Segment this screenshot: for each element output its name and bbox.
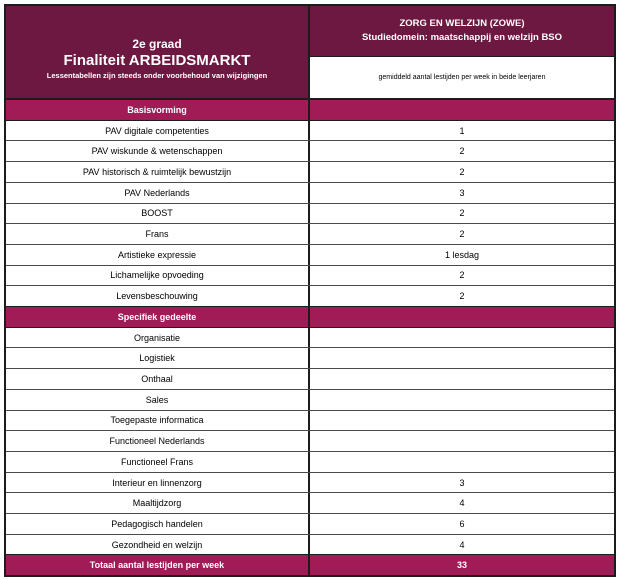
subject-label: Sales (6, 390, 310, 410)
subject-label: Toegepaste informatica (6, 411, 310, 431)
table-row (6, 389, 614, 410)
disclaimer-note: Lessentabellen zijn steeds onder voorbehoud van wijzigingen (46, 71, 268, 81)
table-row (6, 161, 614, 182)
subject-hours (310, 328, 614, 348)
section-value (310, 100, 614, 120)
subject-hours (310, 452, 614, 472)
lesson-table-sheet (4, 4, 616, 577)
subject-hours: 2 (459, 229, 465, 240)
subject-label: PAV Nederlands (6, 183, 310, 203)
lesson-table (4, 4, 616, 577)
domain-header (310, 6, 614, 56)
table-body (6, 100, 614, 575)
program-header (6, 6, 310, 98)
subject-hours: 4 (459, 539, 465, 550)
subject-label: Functioneel Frans (6, 452, 310, 472)
subject-label: Gezondheid en welzijn (6, 535, 310, 555)
table-row (6, 327, 614, 348)
table-row (6, 244, 614, 265)
table-row (6, 223, 614, 244)
subject-hours: 2 (459, 208, 465, 219)
subject-hours: 2 (459, 146, 465, 157)
table-row (6, 347, 614, 368)
table-row (6, 513, 614, 534)
subject-label: Organisatie (6, 328, 310, 348)
table-row (6, 430, 614, 451)
section-label: Basisvorming (6, 100, 310, 120)
domain-title: ZORG EN WELZIJN (ZOWE) (399, 18, 525, 30)
subject-label: PAV historisch & ruimtelijk bewustzijn (6, 162, 310, 182)
hours-column-subheader (310, 56, 614, 98)
section-label: Specifiek gedeelte (6, 307, 310, 327)
subject-hours: 2 (459, 270, 465, 281)
grade-title: 2e graad (132, 36, 182, 51)
subject-label: PAV wiskunde & wetenschappen (6, 141, 310, 161)
finality-title: Finaliteit ARBEIDSMARKT (63, 51, 251, 69)
subject-hours: 2 (459, 291, 465, 302)
subject-hours (310, 431, 614, 451)
subject-label: Interieur en linnenzorg (6, 473, 310, 493)
subject-hours (310, 390, 614, 410)
subject-label: PAV digitale competenties (6, 121, 310, 141)
table-row (6, 368, 614, 389)
total-hours: 33 (456, 560, 467, 571)
subject-hours: 3 (459, 477, 465, 488)
table-row (6, 285, 614, 306)
subject-label: Frans (6, 224, 310, 244)
subject-label: Onthaal (6, 369, 310, 389)
subject-hours: 2 (459, 166, 465, 177)
subject-label: Functioneel Nederlands (6, 431, 310, 451)
subject-hours: 1 (459, 125, 465, 136)
subject-label: Pedagogisch handelen (6, 514, 310, 534)
table-row (6, 120, 614, 141)
domain-header-column (310, 6, 614, 98)
subject-label: Levensbeschouwing (6, 286, 310, 306)
section-row-basisvorming (6, 100, 614, 120)
subject-hours (310, 348, 614, 368)
subject-hours: 1 lesdag (444, 249, 480, 260)
subject-label: Maaltijdzorg (6, 493, 310, 513)
total-label: Totaal aantal lestijden per week (6, 555, 310, 575)
study-domain-subtitle: Studiedomein: maatschappij en welzijn BSO (361, 32, 563, 43)
table-row (6, 182, 614, 203)
table-row (6, 265, 614, 286)
table-header (6, 6, 614, 100)
subject-hours (310, 369, 614, 389)
subject-label: BOOST (6, 204, 310, 224)
section-value (310, 307, 614, 327)
subject-hours: 4 (459, 498, 465, 509)
subject-hours: 6 (459, 518, 465, 529)
table-row (6, 451, 614, 472)
section-row-specifiek-gedeelte (6, 306, 614, 327)
subject-hours: 3 (459, 187, 465, 198)
table-row (6, 203, 614, 224)
table-row (6, 140, 614, 161)
hours-column-subheader-text: gemiddeld aantal lestijden per week in beide leerjaren (378, 74, 546, 81)
table-row (6, 410, 614, 431)
subject-label: Lichamelijke opvoeding (6, 266, 310, 286)
subject-hours (310, 411, 614, 431)
subject-label: Logistiek (6, 348, 310, 368)
subject-label: Artistieke expressie (6, 245, 310, 265)
table-row (6, 472, 614, 493)
table-row (6, 492, 614, 513)
total-row (6, 554, 614, 575)
table-row (6, 534, 614, 555)
